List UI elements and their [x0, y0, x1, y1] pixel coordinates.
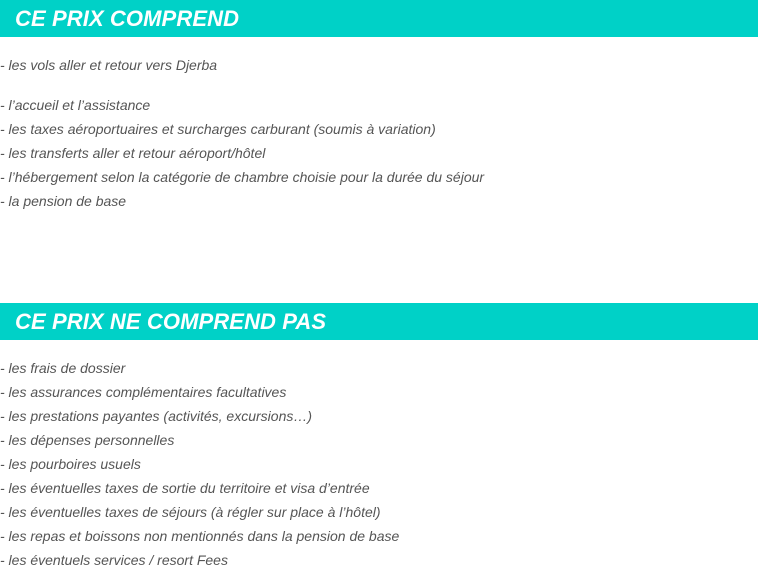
list-item: - les pourboires usuels	[0, 456, 141, 472]
includes-heading	[0, 0, 758, 37]
list-item: - l’accueil et l’assistance	[0, 97, 151, 113]
list-item: - les vols aller et retour vers Djerba	[0, 57, 218, 73]
list-item: - les repas et boissons non mentionnés dans la pension de base	[0, 528, 400, 544]
list-item: - la pension de base	[0, 193, 127, 209]
list-item: - les frais de dossier	[0, 360, 126, 376]
excludes-list	[0, 356, 399, 572]
list-item: - les prestations payantes (activités, excursions…)	[0, 408, 313, 424]
list-item: - les éventuels services / resort Fees	[0, 552, 228, 568]
excludes-heading-text: CE PRIX NE COMPREND PAS	[15, 308, 327, 334]
list-item: - les assurances complémentaires facultatives	[0, 384, 287, 400]
list-item: - les éventuelles taxes de séjours (à régler sur place à l’hôtel)	[0, 504, 381, 520]
excludes-heading	[0, 303, 758, 340]
list-item: - les éventuelles taxes de sortie du territoire et visa d’entrée	[0, 480, 370, 496]
includes-heading-text: CE PRIX COMPREND	[15, 5, 240, 31]
list-item: - l’hébergement selon la catégorie de chambre choisie pour la durée du séjour	[0, 169, 485, 185]
list-item: - les transferts aller et retour aéroport/hôtel	[0, 145, 266, 161]
list-item: - les taxes aéroportuaires et surcharges carburant (soumis à variation)	[0, 121, 436, 137]
list-item: - les dépenses personnelles	[0, 432, 175, 448]
includes-list	[0, 53, 484, 213]
